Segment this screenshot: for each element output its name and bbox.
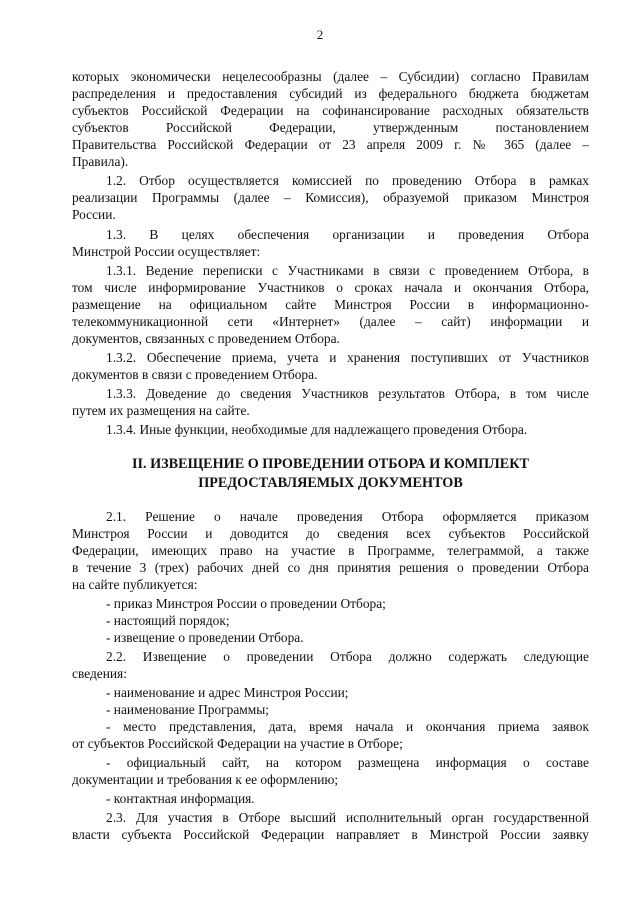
list-item: - извещение о проведении Отбора. — [106, 630, 304, 645]
text-line: 1.3.3. Доведение до сведения Участников результатов Отбора, в том числе — [106, 386, 589, 401]
text-line: Федерации, имеющих право на участие в Программе, телеграммой, а также — [72, 543, 589, 558]
text-line: Минстрой России осуществляет: — [72, 244, 261, 259]
text-line: 1.3. В целях обеспечения организации и проведения Отбора — [106, 227, 589, 242]
text-line: на сайте публикуется: — [72, 577, 198, 592]
text-line: 1.3.1. Ведение переписки с Участниками в связи с проведением Отбора, в — [106, 263, 589, 278]
text-line: в течение 3 (трех) рабочих дней со дня принятия решения о проведении Отбора — [72, 560, 589, 575]
text-line: путем их размещения на сайте. — [72, 403, 250, 418]
text-line: 2.2. Извещение о проведении Отбора должно содержать следующие — [106, 649, 589, 664]
text-line: России. — [72, 207, 116, 222]
text-line: 2.1. Решение о начале проведения Отбора оформляется приказом — [106, 509, 589, 524]
text-line: размещение на официальном сайте Минстроя России в информационно- — [72, 297, 589, 312]
list-item: - наименование Программы; — [106, 702, 269, 717]
page-number: 2 — [316, 27, 324, 42]
text-line: документов, связанных с проведением Отбора. — [72, 331, 340, 346]
text-line: том числе информирование Участников о сроках начала и окончания Отбора, — [72, 280, 589, 295]
text-line: 1.3.2. Обеспечение приема, учета и хранения поступивших от Участников — [106, 350, 589, 365]
text-line: 1.3.4. Иные функции, необходимые для надлежащего проведения Отбора. — [106, 422, 528, 437]
text-line: Правила). — [72, 154, 129, 169]
text-line: которых экономически нецелесообразны (далее – Субсидии) согласно Правилам — [72, 69, 589, 84]
list-item: - контактная информация. — [106, 791, 255, 806]
text-line: 1.2. Отбор осуществляется комиссией по проведению Отбора в рамках — [106, 173, 589, 188]
text-line: от субъектов Российской Федерации на участие в Отборе; — [72, 736, 403, 751]
text-line: власти субъекта Российской Федерации направляет в Минстрой России заявку — [72, 827, 589, 842]
text-line: сведения: — [72, 666, 127, 681]
text-line: документации и требования к ее оформлению; — [72, 772, 339, 787]
section-title: ПРЕДОСТАВЛЯЕМЫХ ДОКУМЕНТОВ — [198, 475, 463, 491]
list-item: - наименование и адрес Минстроя России; — [106, 685, 349, 700]
text-line: распределения и предоставления субсидий из федерального бюджета бюджетам — [72, 86, 589, 101]
text-line: субъектов Российской Федерации, утвержденным постановлением — [72, 120, 589, 135]
text-line: телекоммуникационной сети «Интернет» (далее – сайт) информации и — [72, 314, 589, 329]
list-item: - приказ Минстроя России о проведении Отбора; — [106, 596, 386, 611]
text-line: 2.3. Для участия в Отборе высший исполнительный орган государственной — [106, 810, 589, 825]
section-title: II. ИЗВЕЩЕНИЕ О ПРОВЕДЕНИИ ОТБОРА И КОМПЛЕКТ — [132, 456, 529, 472]
text-line: субъектов Российской Федерации на софинансирование расходных обязательств — [72, 103, 589, 118]
list-item: - официальный сайт, на котором размещена информация о составе — [106, 755, 589, 770]
text-line: Минстроя России и доводится до сведения всех субъектов Российской — [72, 526, 589, 541]
list-item: - место представления, дата, время начала и окончания приема заявок — [106, 719, 589, 734]
text-line: Правительства Российской Федерации от 23 апреля 2009 г. № 365 (далее – — [72, 137, 589, 152]
text-line: реализации Программы (далее – Комиссия), образуемой приказом Минстроя — [72, 190, 589, 205]
list-item: - настоящий порядок; — [106, 613, 230, 628]
text-line: документов в связи с проведением Отбора. — [72, 367, 318, 382]
